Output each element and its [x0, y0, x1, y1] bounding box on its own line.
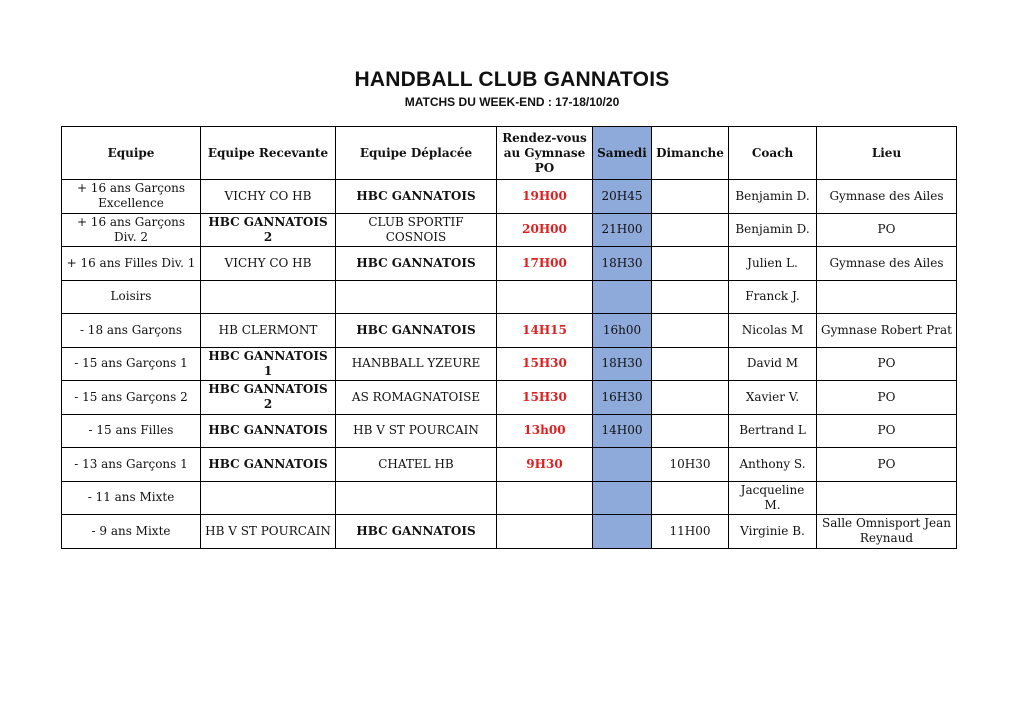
- cell-lieu: [817, 280, 957, 314]
- col-header-samedi: Samedi: [593, 127, 652, 180]
- col-header-lieu: Lieu: [817, 127, 957, 180]
- cell-lieu: Salle Omnisport Jean Reynaud: [817, 515, 957, 549]
- cell-samedi: 16H30: [593, 381, 652, 415]
- cell-equipe: - 13 ans Garçons 1: [62, 448, 201, 482]
- cell-equipe-deplacee: [336, 481, 497, 515]
- cell-lieu: Gymnase Robert Prat: [817, 314, 957, 348]
- cell-equipe-recevante: VICHY CO HB: [201, 247, 336, 281]
- table-row: [62, 180, 957, 214]
- cell-rendez-vous: 9H30: [497, 448, 593, 482]
- cell-equipe-deplacee: CHATEL HB: [336, 448, 497, 482]
- table-row: [62, 247, 957, 281]
- cell-equipe-recevante: HBC GANNATOIS 2: [201, 381, 336, 415]
- cell-equipe-recevante: HBC GANNATOIS 1: [201, 347, 336, 381]
- cell-coach: Franck J.: [729, 280, 817, 314]
- cell-samedi: 18H30: [593, 247, 652, 281]
- cell-equipe-deplacee: HB V ST POURCAIN: [336, 414, 497, 448]
- table-row: [62, 213, 957, 247]
- cell-dimanche: [652, 414, 729, 448]
- cell-dimanche: [652, 247, 729, 281]
- cell-rendez-vous: 13h00: [497, 414, 593, 448]
- col-header-coach: Coach: [729, 127, 817, 180]
- cell-rendez-vous: 20H00: [497, 213, 593, 247]
- cell-dimanche: 10H30: [652, 448, 729, 482]
- cell-coach: Bertrand L: [729, 414, 817, 448]
- cell-equipe: + 16 ans Garçons Excellence: [62, 180, 201, 214]
- cell-equipe-deplacee: AS ROMAGNATOISE: [336, 381, 497, 415]
- cell-lieu: Gymnase des Ailes: [817, 247, 957, 281]
- cell-samedi: [593, 481, 652, 515]
- cell-equipe: + 16 ans Garçons Div. 2: [62, 213, 201, 247]
- cell-equipe-deplacee: HBC GANNATOIS: [336, 314, 497, 348]
- cell-dimanche: 11H00: [652, 515, 729, 549]
- cell-equipe-deplacee: [336, 280, 497, 314]
- cell-samedi: [593, 448, 652, 482]
- cell-equipe-deplacee: HBC GANNATOIS: [336, 515, 497, 549]
- cell-equipe: Loisirs: [62, 280, 201, 314]
- cell-equipe: - 15 ans Garçons 1: [62, 347, 201, 381]
- cell-samedi: 16h00: [593, 314, 652, 348]
- cell-equipe-recevante: HB CLERMONT: [201, 314, 336, 348]
- col-header-rendez-vous: Rendez-vous au Gymnase PO: [497, 127, 593, 180]
- cell-equipe-deplacee: HBC GANNATOIS: [336, 247, 497, 281]
- table-row: [62, 314, 957, 348]
- page-title: HANDBALL CLUB GANNATOIS: [354, 68, 670, 91]
- cell-coach: Nicolas M: [729, 314, 817, 348]
- cell-rendez-vous: 17H00: [497, 247, 593, 281]
- cell-equipe-recevante: [201, 481, 336, 515]
- cell-equipe-recevante: HBC GANNATOIS: [201, 414, 336, 448]
- cell-equipe: - 15 ans Filles: [62, 414, 201, 448]
- cell-rendez-vous: 15H30: [497, 381, 593, 415]
- cell-coach: Benjamin D.: [729, 213, 817, 247]
- cell-lieu: PO: [817, 347, 957, 381]
- col-header-dimanche: Dimanche: [652, 127, 729, 180]
- cell-coach: Julien L.: [729, 247, 817, 281]
- cell-dimanche: [652, 381, 729, 415]
- cell-lieu: PO: [817, 414, 957, 448]
- cell-dimanche: [652, 481, 729, 515]
- col-header-equipe-recevante: Equipe Recevante: [201, 127, 336, 180]
- cell-samedi: 14H00: [593, 414, 652, 448]
- cell-lieu: [817, 481, 957, 515]
- table-row: [62, 515, 957, 549]
- cell-equipe-recevante: [201, 280, 336, 314]
- cell-equipe-recevante: HB V ST POURCAIN: [201, 515, 336, 549]
- cell-equipe-recevante: HBC GANNATOIS 2: [201, 213, 336, 247]
- cell-coach: Anthony S.: [729, 448, 817, 482]
- cell-lieu: PO: [817, 448, 957, 482]
- cell-equipe-deplacee: HANBBALL YZEURE: [336, 347, 497, 381]
- cell-coach: Jacqueline M.: [729, 481, 817, 515]
- cell-samedi: [593, 280, 652, 314]
- col-header-equipe: Equipe: [62, 127, 201, 180]
- cell-equipe: - 15 ans Garçons 2: [62, 381, 201, 415]
- table-row: [62, 280, 957, 314]
- table-row: [62, 347, 957, 381]
- cell-rendez-vous: [497, 481, 593, 515]
- cell-dimanche: [652, 180, 729, 214]
- cell-samedi: [593, 515, 652, 549]
- cell-rendez-vous: 19H00: [497, 180, 593, 214]
- cell-dimanche: [652, 280, 729, 314]
- schedule-table: [61, 126, 957, 549]
- cell-samedi: 18H30: [593, 347, 652, 381]
- cell-lieu: Gymnase des Ailes: [817, 180, 957, 214]
- col-header-equipe-deplacee: Equipe Déplacée: [336, 127, 497, 180]
- cell-rendez-vous: 15H30: [497, 347, 593, 381]
- cell-coach: Xavier V.: [729, 381, 817, 415]
- cell-dimanche: [652, 314, 729, 348]
- cell-equipe-recevante: VICHY CO HB: [201, 180, 336, 214]
- cell-lieu: PO: [817, 213, 957, 247]
- cell-rendez-vous: 14H15: [497, 314, 593, 348]
- cell-rendez-vous: [497, 515, 593, 549]
- header-row: [62, 127, 957, 180]
- table-row: [62, 481, 957, 515]
- cell-coach: Benjamin D.: [729, 180, 817, 214]
- cell-samedi: 21H00: [593, 213, 652, 247]
- cell-dimanche: [652, 213, 729, 247]
- table-row: [62, 414, 957, 448]
- table-row: [62, 448, 957, 482]
- cell-equipe: - 11 ans Mixte: [62, 481, 201, 515]
- table-row: [62, 381, 957, 415]
- cell-coach: David M: [729, 347, 817, 381]
- cell-equipe-deplacee: HBC GANNATOIS: [336, 180, 497, 214]
- cell-equipe: - 18 ans Garçons: [62, 314, 201, 348]
- cell-lieu: PO: [817, 381, 957, 415]
- cell-equipe-deplacee: CLUB SPORTIF COSNOIS: [336, 213, 497, 247]
- cell-samedi: 20H45: [593, 180, 652, 214]
- cell-rendez-vous: [497, 280, 593, 314]
- cell-coach: Virginie B.: [729, 515, 817, 549]
- cell-equipe: + 16 ans Filles Div. 1: [62, 247, 201, 281]
- cell-equipe: - 9 ans Mixte: [62, 515, 201, 549]
- cell-dimanche: [652, 347, 729, 381]
- page-subtitle: MATCHS DU WEEK-END : 17-18/10/20: [404, 95, 620, 109]
- cell-equipe-recevante: HBC GANNATOIS: [201, 448, 336, 482]
